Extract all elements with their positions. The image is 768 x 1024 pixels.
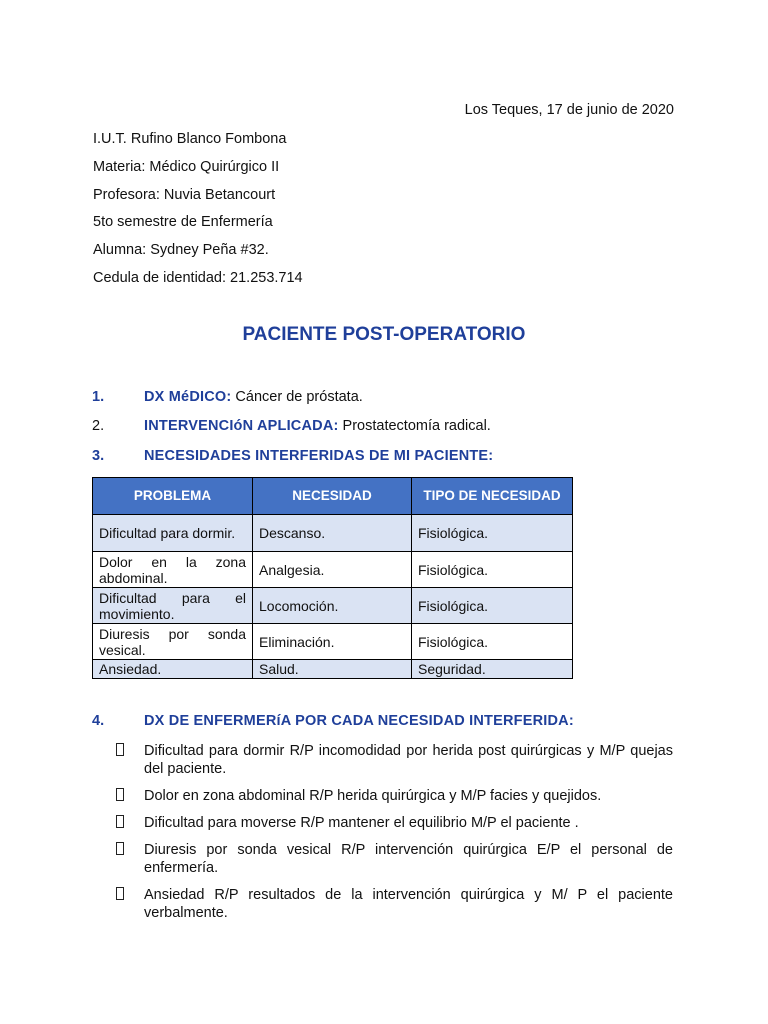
cell-need-type: Fisiológica.	[412, 515, 573, 552]
column-header-need-type: TIPO DE NECESIDAD	[412, 478, 573, 515]
section-number: 2.	[92, 418, 105, 434]
section-value: Prostatectomía radical.	[338, 418, 491, 434]
student-line: Alumna: Sydney Peña #32.	[93, 242, 269, 259]
section-label: INTERVENCIóN APLICADA:	[144, 418, 339, 434]
square-bullet-icon	[116, 887, 124, 900]
square-bullet-icon	[116, 743, 124, 756]
cell-problem: Ansiedad.	[93, 660, 253, 679]
cell-need-type: Fisiológica.	[412, 588, 573, 624]
section-label: NECESIDADES INTERFERIDAS DE MI PACIENTE:	[144, 448, 494, 464]
section-number: 4.	[92, 713, 105, 729]
list-item-text: Dificultad para moverse R/P mantener el equilibrio M/P el paciente .	[144, 815, 579, 831]
cell-need: Salud.	[253, 660, 412, 679]
page-title: PACIENTE POST-OPERATORIO	[242, 324, 526, 345]
list-item	[116, 742, 673, 778]
cell-need: Locomoción.	[253, 588, 412, 624]
section-text	[144, 388, 363, 406]
section-value: Cáncer de próstata.	[231, 389, 363, 405]
square-bullet-icon	[116, 788, 124, 801]
cell-problem: Dificultad para el movimiento.	[93, 588, 253, 624]
cell-need: Eliminación.	[253, 624, 412, 660]
cell-need: Descanso.	[253, 515, 412, 552]
section-text	[144, 417, 491, 435]
list-item	[116, 841, 673, 877]
column-header-need: NECESIDAD	[253, 478, 412, 515]
document-header	[93, 130, 303, 297]
needs-table	[92, 477, 573, 679]
section-label: DX DE ENFERMERíA POR CADA NECESIDAD INTERFERIDA:	[144, 713, 574, 729]
table-row	[93, 552, 573, 588]
list-item	[116, 787, 673, 805]
cell-need-type: Fisiológica.	[412, 552, 573, 588]
table-row	[93, 515, 573, 552]
list-item-text: Ansiedad R/P resultados de la intervención quirúrgica y M/ P el paciente verbalmente.	[144, 887, 673, 921]
section-label: DX MéDICO:	[144, 389, 232, 405]
institution-line: I.U.T. Rufino Blanco Fombona	[93, 131, 287, 147]
list-item	[116, 814, 673, 832]
cell-problem: Dificultad para dormir.	[93, 515, 253, 552]
list-item-text: Dolor en zona abdominal R/P herida quirúrgica y M/P facies y quejidos.	[144, 788, 602, 804]
professor-line: Profesora: Nuvia Betancourt	[93, 186, 276, 203]
list-item-text: Dificultad para dormir R/P incomodidad por herida post quirúrgicas y M/P quejas del paciente.	[144, 743, 673, 777]
cell-need: Analgesia.	[253, 552, 412, 588]
cell-problem: Dolor en la zona abdominal.	[93, 552, 253, 588]
diagnosis-list	[116, 742, 673, 931]
subject-line: Materia: Médico Quirúrgico II	[93, 158, 280, 175]
section-number: 3.	[92, 448, 105, 464]
cell-need-type: Seguridad.	[412, 660, 573, 679]
cell-need-type: Fisiológica.	[412, 624, 573, 660]
square-bullet-icon	[116, 842, 124, 855]
semester-line: 5to semestre de Enfermería	[93, 214, 273, 231]
column-header-problem: PROBLEMA	[93, 478, 253, 515]
cell-problem: Diuresis por sonda vesical.	[93, 624, 253, 660]
table-row	[93, 660, 573, 679]
table-row	[93, 624, 573, 660]
id-line: Cedula de identidad: 21.253.714	[93, 269, 303, 286]
list-item	[116, 886, 673, 922]
table-header-row	[93, 478, 573, 515]
table-row	[93, 588, 573, 624]
square-bullet-icon	[116, 815, 124, 828]
section-number: 1.	[92, 389, 105, 405]
document-date: Los Teques, 17 de junio de 2020	[464, 102, 674, 118]
list-item-text: Diuresis por sonda vesical R/P intervención quirúrgica E/P el personal de enfermería.	[144, 842, 673, 876]
